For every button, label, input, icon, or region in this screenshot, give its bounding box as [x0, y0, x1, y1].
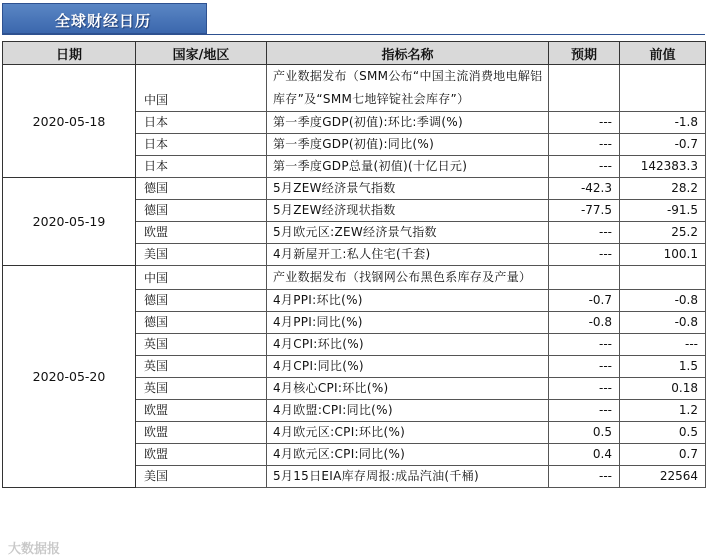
country-cell: 日本: [136, 156, 267, 178]
table-row: [3, 178, 706, 200]
table-row: [3, 266, 706, 290]
indicator-cell: 4月CPI:同比(%): [267, 356, 549, 378]
forecast-cell: ---: [549, 156, 620, 178]
forecast-cell: ---: [549, 244, 620, 266]
forecast-cell: [549, 266, 620, 290]
forecast-cell: ---: [549, 222, 620, 244]
indicator-cell: 4月PPI:同比(%): [267, 312, 549, 334]
country-cell: 欧盟: [136, 444, 267, 466]
forecast-cell: 0.4: [549, 444, 620, 466]
previous-cell: -1.8: [620, 112, 706, 134]
forecast-cell: 0.5: [549, 422, 620, 444]
date-cell: 2020-05-20: [3, 266, 136, 488]
forecast-cell: ---: [549, 466, 620, 488]
header-country: 国家/地区: [136, 42, 267, 65]
country-cell: 欧盟: [136, 422, 267, 444]
forecast-cell: -42.3: [549, 178, 620, 200]
previous-cell: 1.5: [620, 356, 706, 378]
previous-cell: 0.7: [620, 444, 706, 466]
previous-cell: 100.1: [620, 244, 706, 266]
page-title: 全球财经日历: [55, 12, 152, 30]
country-cell: 德国: [136, 290, 267, 312]
previous-cell: 25.2: [620, 222, 706, 244]
title-banner: [2, 3, 207, 34]
previous-cell: 0.18: [620, 378, 706, 400]
header-row: [3, 42, 706, 65]
country-cell: 美国: [136, 466, 267, 488]
country-cell: 英国: [136, 356, 267, 378]
country-cell: 中国: [136, 65, 267, 112]
indicator-cell: 第一季度GDP(初值):环比:季调(%): [267, 112, 549, 134]
previous-cell: 22564: [620, 466, 706, 488]
header-previous: 前值: [620, 42, 706, 65]
forecast-cell: -0.8: [549, 312, 620, 334]
indicator-cell: 4月新屋开工:私人住宅(千套): [267, 244, 549, 266]
country-cell: 日本: [136, 112, 267, 134]
country-cell: 英国: [136, 334, 267, 356]
previous-cell: [620, 266, 706, 290]
country-cell: 欧盟: [136, 222, 267, 244]
country-cell: 德国: [136, 200, 267, 222]
indicator-cell: 5月欧元区:ZEW经济景气指数: [267, 222, 549, 244]
previous-cell: -0.8: [620, 290, 706, 312]
forecast-cell: ---: [549, 334, 620, 356]
forecast-cell: -77.5: [549, 200, 620, 222]
header-forecast: 预期: [549, 42, 620, 65]
table-row: [3, 65, 706, 112]
indicator-cell: 第一季度GDP(初值):同比(%): [267, 134, 549, 156]
country-cell: 德国: [136, 312, 267, 334]
indicator-cell: 4月欧元区:CPI:同比(%): [267, 444, 549, 466]
country-cell: 欧盟: [136, 400, 267, 422]
previous-cell: ---: [620, 334, 706, 356]
watermark: 大数据报: [8, 542, 61, 557]
country-cell: 美国: [136, 244, 267, 266]
indicator-cell: 4月PPI:环比(%): [267, 290, 549, 312]
previous-cell: -0.7: [620, 134, 706, 156]
indicator-cell: 产业数据发布（SMM公布“中国主流消费地电解铝库存”及“SMM七地锌锭社会库存”）: [267, 65, 549, 112]
previous-cell: 28.2: [620, 178, 706, 200]
forecast-cell: ---: [549, 356, 620, 378]
previous-cell: [620, 65, 706, 112]
indicator-cell: 第一季度GDP总量(初值)(十亿日元): [267, 156, 549, 178]
date-cell: 2020-05-18: [3, 65, 136, 178]
forecast-cell: -0.7: [549, 290, 620, 312]
indicator-cell: 4月CPI:环比(%): [267, 334, 549, 356]
title-rule: [2, 34, 705, 35]
forecast-cell: [549, 65, 620, 112]
country-cell: 日本: [136, 134, 267, 156]
country-cell: 中国: [136, 266, 267, 290]
previous-cell: -0.8: [620, 312, 706, 334]
previous-cell: -91.5: [620, 200, 706, 222]
forecast-cell: ---: [549, 134, 620, 156]
indicator-cell: 4月核心CPI:环比(%): [267, 378, 549, 400]
calendar-table: [2, 41, 706, 488]
indicator-cell: 5月15日EIA库存周报:成品汽油(千桶): [267, 466, 549, 488]
forecast-cell: ---: [549, 400, 620, 422]
previous-cell: 0.5: [620, 422, 706, 444]
forecast-cell: ---: [549, 112, 620, 134]
country-cell: 德国: [136, 178, 267, 200]
country-cell: 英国: [136, 378, 267, 400]
indicator-cell: 4月欧盟:CPI:同比(%): [267, 400, 549, 422]
forecast-cell: ---: [549, 378, 620, 400]
indicator-cell: 产业数据发布（找钢网公布黑色系库存及产量）: [267, 266, 549, 290]
date-cell: 2020-05-19: [3, 178, 136, 266]
indicator-cell: 4月欧元区:CPI:环比(%): [267, 422, 549, 444]
previous-cell: 1.2: [620, 400, 706, 422]
header-date: 日期: [3, 42, 136, 65]
header-indicator: 指标名称: [267, 42, 549, 65]
indicator-cell: 5月ZEW经济景气指数: [267, 178, 549, 200]
indicator-cell: 5月ZEW经济现状指数: [267, 200, 549, 222]
previous-cell: 142383.3: [620, 156, 706, 178]
